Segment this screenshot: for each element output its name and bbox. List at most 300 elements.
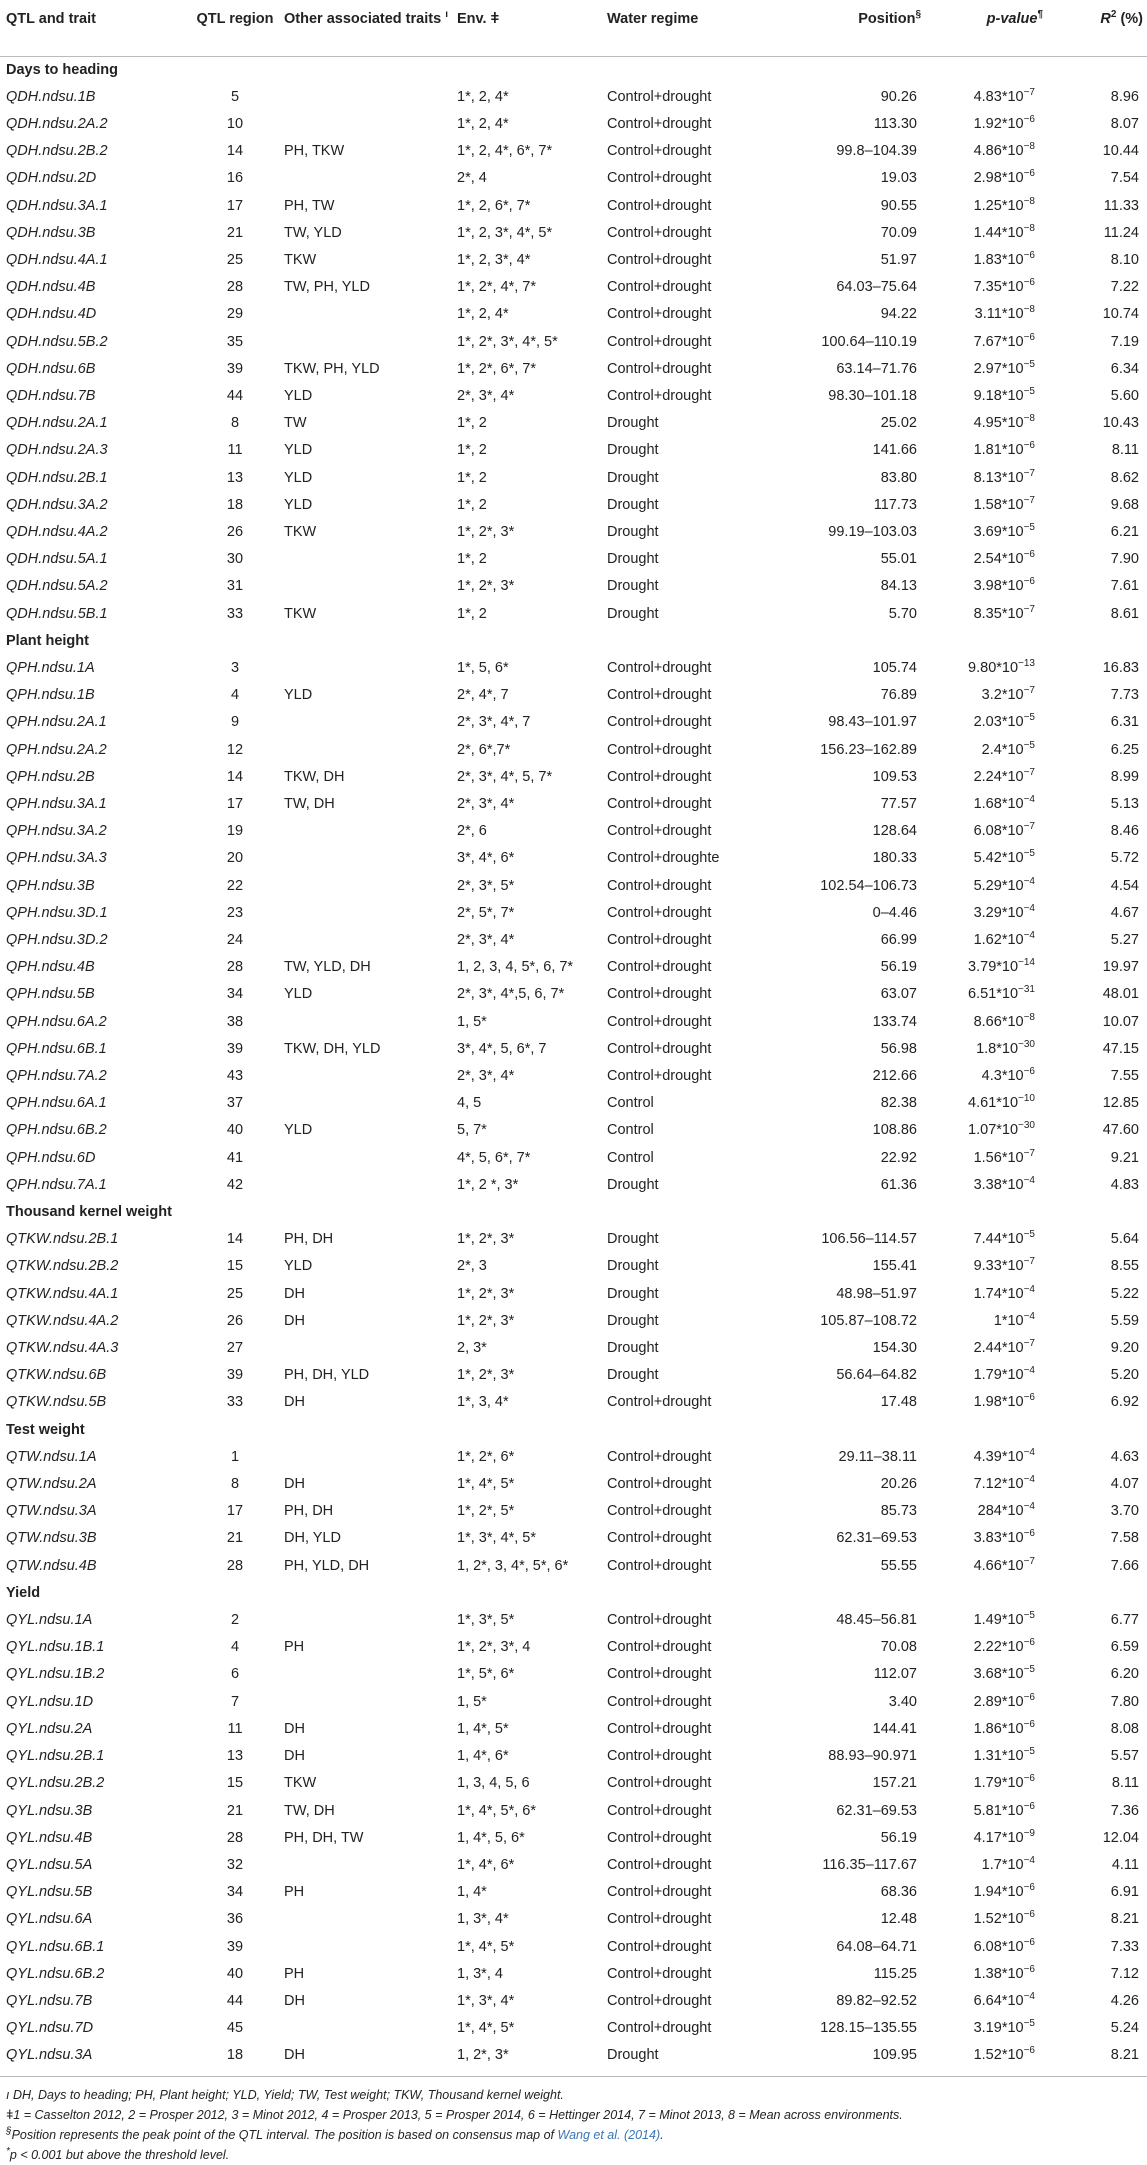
r-squared: 5.72 <box>1110 850 1139 867</box>
r-squared: 7.36 <box>1110 1802 1139 1819</box>
p-value <box>925 1798 1047 1825</box>
footnote-significance-text: p < 0.001 but above the threshold level. <box>9 2147 230 2162</box>
p-value <box>925 465 1047 492</box>
position: 115.25 <box>873 1965 917 1982</box>
qtl-region: 2 <box>230 1612 240 1629</box>
header-other-traits-label: Other associated traits <box>284 11 442 27</box>
r-squared: 8.10 <box>1110 251 1139 268</box>
p-value-mantissa: 2.03*10 <box>973 714 1024 731</box>
qtl-name: QPH.ndsu.6D <box>6 1149 96 1166</box>
other-traits <box>280 845 453 872</box>
p-value-exponent: −4 <box>1023 1311 1035 1323</box>
environments: 2*, 3*, 4* <box>457 1068 515 1085</box>
r-squared: 7.66 <box>1110 1557 1139 1574</box>
qtl-region: 22 <box>226 877 244 894</box>
header-r2 <box>1047 0 1147 56</box>
position: 56.64–64.82 <box>836 1367 917 1384</box>
r-squared: 7.19 <box>1110 333 1139 350</box>
water-regime: Control+drought <box>607 1965 712 1982</box>
qtl-name: QDH.ndsu.5B.2 <box>6 333 108 350</box>
other-traits <box>280 1661 453 1688</box>
p-value-exponent: −10 <box>1018 1093 1035 1105</box>
qtl-region: 8 <box>230 415 240 432</box>
p-value-mantissa: 1.68*10 <box>973 795 1024 812</box>
qtl-region: 13 <box>226 1748 244 1765</box>
other-traits <box>280 1335 453 1362</box>
p-value-mantissa: 4.61*10 <box>968 1095 1019 1112</box>
other-traits <box>280 1607 453 1634</box>
p-value-exponent: −4 <box>1023 1501 1035 1513</box>
other-traits <box>280 1009 453 1036</box>
water-regime: Control+drought <box>607 768 712 785</box>
qtl-name: QYL.ndsu.1D <box>6 1693 94 1710</box>
header-position-mark: § <box>915 9 921 21</box>
table-row <box>0 1934 1147 1961</box>
environments: 2, 3* <box>457 1340 487 1357</box>
position: 62.31–69.53 <box>836 1802 917 1819</box>
p-value-exponent: −5 <box>1023 1664 1035 1676</box>
other-traits <box>280 709 453 736</box>
qtl-name: QPH.ndsu.3D.1 <box>6 904 108 921</box>
water-regime: Drought <box>607 1367 659 1384</box>
environments: 1*, 2 <box>457 605 487 622</box>
position: 12.48 <box>880 1911 917 1928</box>
position: 19.03 <box>880 170 917 187</box>
position: 100.64–110.19 <box>821 333 917 350</box>
environments: 1*, 2*, 3* <box>457 523 515 540</box>
position: 76.89 <box>880 687 917 704</box>
qtl-region: 17 <box>226 1503 244 1520</box>
p-value-mantissa: 1.79*10 <box>973 1367 1024 1384</box>
environments: 2*, 4 <box>457 170 487 187</box>
header-other-traits <box>280 0 453 56</box>
qtl-region: 21 <box>226 224 244 241</box>
r-squared: 6.34 <box>1110 360 1139 377</box>
r-squared: 4.07 <box>1110 1476 1139 1493</box>
p-value-exponent: −6 <box>1023 250 1035 262</box>
qtl-name: QPH.ndsu.2A.2 <box>6 741 107 758</box>
r-squared: 8.11 <box>1111 1775 1139 1792</box>
p-value <box>925 900 1047 927</box>
environments: 2*, 6*,7* <box>457 741 511 758</box>
p-value-mantissa: 1.44*10 <box>973 224 1024 241</box>
p-value-exponent: −4 <box>1023 1855 1035 1867</box>
p-value <box>925 329 1047 356</box>
table-row <box>0 138 1147 165</box>
qtl-name: QYL.ndsu.6B.1 <box>6 1938 105 1955</box>
table-row <box>0 329 1147 356</box>
other-traits: TKW <box>284 251 317 268</box>
p-value <box>925 1498 1047 1525</box>
p-value-mantissa: 5.42*10 <box>973 850 1024 867</box>
p-value <box>925 1063 1047 1090</box>
qtl-name: QPH.ndsu.3B <box>6 877 95 894</box>
water-regime: Drought <box>607 578 659 595</box>
environments: 1*, 2*, 5* <box>457 1503 515 1520</box>
r-squared: 8.96 <box>1110 88 1139 105</box>
p-value-mantissa: 2.24*10 <box>973 768 1024 785</box>
r-squared: 6.77 <box>1110 1612 1139 1629</box>
qtl-region: 20 <box>226 850 244 867</box>
qtl-region: 17 <box>226 795 244 812</box>
qtl-name: QPH.ndsu.3A.3 <box>6 850 107 867</box>
r-squared: 4.83 <box>1110 1176 1139 1193</box>
qtl-region: 26 <box>226 1312 244 1329</box>
position: 105.74 <box>872 659 917 676</box>
p-value <box>925 383 1047 410</box>
p-value <box>925 1634 1047 1661</box>
footnote-position-mark: § <box>6 2125 12 2137</box>
other-traits: PH, DH, TW <box>284 1829 364 1846</box>
water-regime: Control+drought <box>607 1013 712 1030</box>
position: 68.36 <box>880 1884 917 1901</box>
other-traits <box>280 900 453 927</box>
water-regime: Control+drought <box>607 251 712 268</box>
qtl-region: 43 <box>226 1068 244 1085</box>
r-squared: 8.99 <box>1110 768 1139 785</box>
water-regime: Control+drought <box>607 1775 712 1792</box>
section-header <box>0 1199 1147 1226</box>
table-row <box>0 492 1147 519</box>
other-traits: TKW, DH <box>284 768 345 785</box>
header-position <box>768 0 925 56</box>
p-value <box>925 220 1047 247</box>
citation-link[interactable]: Wang et al. (2014) <box>557 2127 661 2142</box>
p-value-mantissa: 1.49*10 <box>973 1612 1024 1629</box>
qtl-region: 25 <box>226 1285 244 1302</box>
r-squared: 6.21 <box>1110 523 1139 540</box>
p-value-exponent: −6 <box>1023 1691 1035 1703</box>
header-pvalue-label: p-value <box>986 11 1038 27</box>
table-row <box>0 1906 1147 1933</box>
table-row <box>0 1226 1147 1253</box>
p-value <box>925 1961 1047 1988</box>
water-regime: Control+drought <box>607 143 712 160</box>
qtl-name: QYL.ndsu.4B <box>6 1829 93 1846</box>
qtl-name: QPH.ndsu.7A.2 <box>6 1068 107 1085</box>
environments: 1*, 2 *, 3* <box>457 1176 519 1193</box>
header-position-label: Position <box>858 11 916 27</box>
water-regime: Control+drought <box>607 932 712 948</box>
other-traits: YLD <box>284 387 313 404</box>
qtl-region: 15 <box>226 1258 244 1275</box>
environments: 1*, 2, 6*, 7* <box>457 197 531 214</box>
r-squared: 8.11 <box>1111 442 1139 459</box>
table-row <box>0 383 1147 410</box>
p-value <box>925 737 1047 764</box>
qtl-region: 23 <box>226 904 244 921</box>
p-value-exponent: −6 <box>1023 1936 1035 1948</box>
p-value-exponent: −7 <box>1023 821 1035 833</box>
water-regime: Control+drought <box>607 1394 712 1411</box>
qtl-name: QTKW.ndsu.2B.2 <box>6 1258 119 1275</box>
other-traits <box>280 2015 453 2042</box>
environments: 1, 2*, 3, 4*, 5*, 6* <box>457 1557 569 1574</box>
p-value <box>925 546 1047 573</box>
qtl-name: QDH.ndsu.5B.1 <box>6 605 108 622</box>
r-squared: 8.07 <box>1110 115 1139 132</box>
p-value-mantissa: 1.58*10 <box>973 496 1024 513</box>
qtl-name: QTKW.ndsu.6B <box>6 1367 107 1384</box>
r-squared: 8.21 <box>1110 1911 1139 1928</box>
qtl-region: 21 <box>226 1530 244 1547</box>
other-traits: YLD <box>284 1122 313 1139</box>
qtl-name: QYL.ndsu.3A <box>6 2047 93 2064</box>
p-value <box>925 1009 1047 1036</box>
table-row <box>0 437 1147 464</box>
environments: 1*, 2*, 3* <box>457 1312 515 1329</box>
p-value-mantissa: 3.98*10 <box>973 578 1024 595</box>
p-value <box>925 274 1047 301</box>
p-value-exponent: −5 <box>1023 1746 1035 1758</box>
table-row <box>0 709 1147 736</box>
water-regime: Drought <box>607 523 659 540</box>
table-row <box>0 1553 1147 1580</box>
r-squared: 7.80 <box>1110 1693 1139 1710</box>
p-value <box>925 954 1047 981</box>
other-traits: TW, PH, YLD <box>284 279 370 296</box>
qtl-region: 34 <box>226 1884 244 1901</box>
environments: 1*, 4*, 5*, 6* <box>457 1802 536 1819</box>
p-value-mantissa: 3.69*10 <box>973 523 1024 540</box>
p-value-exponent: −30 <box>1018 1120 1035 1132</box>
p-value-mantissa: 2.4*10 <box>981 741 1024 758</box>
water-regime: Control+drought <box>607 333 712 350</box>
water-regime: Control+drought <box>607 1856 712 1873</box>
p-value-mantissa: 284*10 <box>977 1503 1024 1520</box>
position: 141.66 <box>872 442 917 459</box>
table-row <box>0 1716 1147 1743</box>
r-squared: 7.12 <box>1110 1965 1139 1982</box>
table-row <box>0 1798 1147 1825</box>
qtl-region: 8 <box>230 1476 240 1493</box>
footnote-position-text: Position represents the peak point of the QTL interval. The position is based on consensus map of <box>11 2127 558 2142</box>
p-value-mantissa: 2.54*10 <box>973 551 1024 568</box>
position: 105.87–108.72 <box>820 1312 917 1329</box>
p-value-exponent: −6 <box>1023 440 1035 452</box>
p-value-mantissa: 3.11*10 <box>974 306 1024 323</box>
table-row <box>0 165 1147 192</box>
table-row <box>0 2015 1147 2042</box>
position: 29.11–38.11 <box>838 1448 917 1465</box>
position: 20.26 <box>880 1476 917 1493</box>
other-traits <box>280 1090 453 1117</box>
qtl-name: QTW.ndsu.3A <box>6 1503 97 1520</box>
qtl-region: 28 <box>226 1557 244 1574</box>
water-regime: Control+drought <box>607 823 712 840</box>
p-value <box>925 1743 1047 1770</box>
table-row <box>0 274 1147 301</box>
section-title: Test weight <box>6 1421 85 1438</box>
environments: 2*, 3*, 4* <box>457 387 515 404</box>
r-squared: 5.20 <box>1110 1367 1139 1384</box>
water-regime: Drought <box>607 415 659 432</box>
environments: 1*, 2*, 3*, 4 <box>457 1639 531 1656</box>
p-value-exponent: −13 <box>1018 658 1035 670</box>
environments: 1*, 2, 4* <box>457 115 509 132</box>
other-traits <box>280 1852 453 1879</box>
table-row <box>0 84 1147 111</box>
p-value <box>925 601 1047 628</box>
p-value-exponent: −5 <box>1023 1229 1035 1241</box>
water-regime: Drought <box>607 605 659 622</box>
water-regime: Control+drought <box>607 1639 712 1656</box>
other-traits: TW, DH <box>284 795 335 812</box>
qtl-region: 1 <box>230 1448 240 1465</box>
p-value <box>925 1716 1047 1743</box>
p-value-exponent: −7 <box>1023 603 1035 615</box>
p-value <box>925 573 1047 600</box>
water-regime: Drought <box>607 469 659 486</box>
header-r2-label: R <box>1100 11 1111 27</box>
p-value-exponent: −5 <box>1023 1610 1035 1622</box>
other-traits: YLD <box>284 687 313 704</box>
p-value-mantissa: 6.64*10 <box>973 1992 1024 2009</box>
qtl-region: 37 <box>226 1095 244 1112</box>
qtl-region: 7 <box>230 1693 240 1710</box>
qtl-name: QYL.ndsu.1B.1 <box>6 1639 105 1656</box>
p-value-mantissa: 1.81*10 <box>973 442 1024 459</box>
qtl-region: 40 <box>226 1965 244 1982</box>
p-value <box>925 1090 1047 1117</box>
qtl-name: QYL.ndsu.6B.2 <box>6 1965 105 1982</box>
p-value-exponent: −6 <box>1023 1719 1035 1731</box>
other-traits <box>280 329 453 356</box>
table-row <box>0 1389 1147 1416</box>
other-traits <box>280 165 453 192</box>
qtl-name: QDH.ndsu.2A.1 <box>6 415 108 432</box>
position: 64.03–75.64 <box>836 279 917 296</box>
other-traits <box>280 1172 453 1199</box>
qtl-region: 9 <box>230 714 240 731</box>
p-value-exponent: −4 <box>1023 1175 1035 1186</box>
p-value-exponent: −6 <box>1023 1528 1035 1540</box>
environments: 2*, 3*, 5* <box>457 877 515 894</box>
p-value-mantissa: 1.8*10 <box>976 1040 1019 1057</box>
r-squared: 8.46 <box>1110 823 1139 840</box>
environments: 1, 3*, 4 <box>457 1965 503 1982</box>
table-row <box>0 1607 1147 1634</box>
qtl-name: QTW.ndsu.2A <box>6 1476 97 1493</box>
p-value-mantissa: 2.98*10 <box>973 170 1024 187</box>
water-regime: Control+drought <box>607 2020 712 2037</box>
section-header <box>0 1580 1147 1607</box>
table-row <box>0 1879 1147 1906</box>
other-traits: PH <box>284 1965 305 1982</box>
environments: 1*, 2*, 3* <box>457 1285 515 1302</box>
p-value-exponent: −7 <box>1023 1338 1035 1350</box>
r-squared: 7.54 <box>1110 170 1139 187</box>
water-regime: Drought <box>607 1340 659 1357</box>
other-traits: PH, TW <box>284 197 335 214</box>
p-value-mantissa: 3.29*10 <box>973 904 1024 921</box>
r-squared: 7.33 <box>1110 1938 1139 1955</box>
footnote-environments: ǂ1 = Casselton 2012, 2 = Prosper 2012, 3 = Minot 2012, 4 = Prosper 2013, 5 = Prosper 2014, 6 = Hettinger 2014, 7 = Minot 2013, 8 = Mean across environments. <box>6 2107 903 2122</box>
environments: 1*, 2, 4* <box>457 306 509 323</box>
table-row <box>0 1471 1147 1498</box>
other-traits: YLD <box>284 1258 313 1275</box>
environments: 1*, 3, 4* <box>457 1394 509 1411</box>
p-value <box>925 791 1047 818</box>
position: 62.31–69.53 <box>836 1530 917 1547</box>
p-value-mantissa: 3.68*10 <box>973 1666 1024 1683</box>
qtl-region: 17 <box>226 197 244 214</box>
p-value-exponent: −7 <box>1023 685 1035 697</box>
qtl-region: 30 <box>226 551 244 568</box>
table-row <box>0 1090 1147 1117</box>
environments: 1*, 4*, 5* <box>457 2020 515 2037</box>
other-traits: YLD <box>284 986 313 1003</box>
water-regime: Control+drought <box>607 197 712 214</box>
other-traits: YLD <box>284 496 313 513</box>
qtl-name: QYL.ndsu.5B <box>6 1884 93 1901</box>
qtl-name: QPH.ndsu.2A.1 <box>6 714 107 731</box>
water-regime: Control+drought <box>607 1693 712 1710</box>
r-squared: 10.44 <box>1102 143 1139 160</box>
p-value-exponent: −4 <box>1023 1447 1035 1459</box>
water-regime: Control+drought <box>607 687 712 704</box>
p-value-mantissa: 3.38*10 <box>973 1176 1024 1193</box>
environments: 2*, 3 <box>457 1258 487 1275</box>
p-value-exponent: −6 <box>1023 114 1035 126</box>
table-row <box>0 791 1147 818</box>
p-value-mantissa: 3.79*10 <box>968 959 1019 976</box>
p-value <box>925 492 1047 519</box>
p-value <box>925 764 1047 791</box>
other-traits: TKW, PH, YLD <box>284 360 380 377</box>
qtl-name: QPH.ndsu.1A <box>6 659 95 676</box>
p-value-mantissa: 1.62*10 <box>973 932 1024 948</box>
position: 128.64 <box>872 823 917 840</box>
p-value <box>925 2042 1047 2069</box>
p-value <box>925 1934 1047 1961</box>
r-squared: 7.55 <box>1110 1068 1139 1085</box>
position: 48.98–51.97 <box>836 1285 917 1302</box>
table-row <box>0 1525 1147 1552</box>
p-value-exponent: −6 <box>1023 2045 1035 2057</box>
table-row <box>0 2042 1147 2069</box>
p-value-exponent: −6 <box>1023 1066 1035 1078</box>
qtl-region: 27 <box>226 1340 244 1357</box>
r-squared: 9.21 <box>1110 1149 1139 1166</box>
p-value-exponent: −7 <box>1023 1256 1035 1268</box>
header-water-regime: Water regime <box>603 0 768 56</box>
other-traits: TW, YLD <box>284 224 342 241</box>
position: 82.38 <box>880 1095 917 1112</box>
p-value <box>925 1335 1047 1362</box>
p-value <box>925 845 1047 872</box>
p-value-exponent: −6 <box>1023 331 1035 343</box>
water-regime: Drought <box>607 2047 659 2064</box>
p-value <box>925 1362 1047 1389</box>
p-value-exponent: −5 <box>1023 358 1035 370</box>
qtl-name: QDH.ndsu.5A.2 <box>6 578 108 595</box>
qtl-name: QPH.ndsu.5B <box>6 986 95 1003</box>
qtl-name: QPH.ndsu.3A.1 <box>6 795 107 812</box>
environments: 1*, 2, 4* <box>457 88 509 105</box>
table-row <box>0 1036 1147 1063</box>
p-value-mantissa: 5.29*10 <box>973 877 1024 894</box>
table-row <box>0 1172 1147 1199</box>
other-traits <box>280 301 453 328</box>
r-squared: 19.97 <box>1102 959 1139 976</box>
qtl-name: QPH.ndsu.7A.1 <box>6 1176 107 1193</box>
header-env-mark: ǂ <box>490 11 500 27</box>
position: 99.19–103.03 <box>828 523 917 540</box>
environments: 1*, 4*, 5* <box>457 1938 515 1955</box>
other-traits <box>280 1934 453 1961</box>
water-regime: Drought <box>607 1312 659 1329</box>
